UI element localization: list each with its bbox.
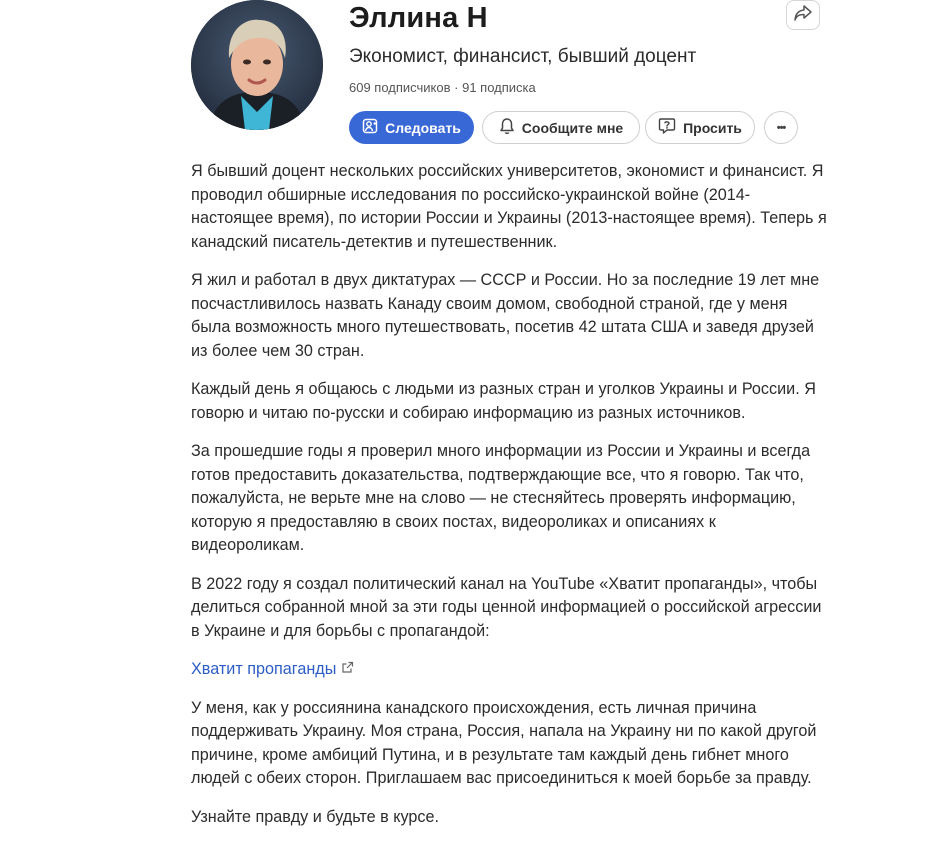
profile-stats	[349, 80, 536, 95]
channel-link[interactable]	[191, 658, 354, 682]
profile-name: Эллина Н	[349, 2, 488, 34]
notify-label: Сообщите мне	[521, 119, 624, 136]
follow-button[interactable]	[349, 111, 474, 144]
bell-icon	[499, 117, 515, 138]
avatar[interactable]	[191, 0, 323, 130]
share-button[interactable]	[786, 0, 820, 30]
follow-label: Следовать	[385, 119, 461, 136]
followers-count[interactable]: 609 подписчиков	[349, 80, 451, 95]
more-icon: •••	[776, 121, 786, 134]
notify-button[interactable]	[482, 111, 640, 144]
question-bubble-icon	[658, 117, 676, 138]
share-icon	[793, 4, 813, 27]
bio-paragraph: Я жил и работал в двух диктатурах — СССР и России. Но за последние 19 лет мне посчастливилось назвать Канаду своим домом, свободной страной, где у меня была возможность много путешествовать, посетив 42 штата США и заведя друзей из более чем 30 стран.	[191, 271, 820, 360]
channel-link-label: Хватит пропаганды	[191, 660, 337, 678]
bio-paragraph: Каждый день я общаюсь с людьми из разных стран и уголков Украины и России. Я говорю и читаю по-русски и собираю информацию из разных источников.	[191, 380, 816, 422]
bio-paragraph: В 2022 году я создал политический канал на YouTube «Хватит пропаганды», чтобы делиться собранной мной за эти годы ценной информацией о российской агрессии в Украине и для борьбы с пропагандой:	[191, 574, 822, 640]
person-add-icon	[362, 118, 378, 137]
stats-separator: ·	[450, 80, 463, 95]
external-link-icon	[341, 658, 354, 682]
more-options-button[interactable]	[764, 111, 798, 144]
bio-link-paragraph	[191, 658, 831, 682]
bio-paragraph: Я бывший доцент нескольких российских университетов, экономист и финансист. Я проводил обширные исследования по российско-украинской войне (2014-настоящее время), по истории России и Украины (2013-настоящее время). Теперь я канадский писатель-детектив и путешественник.	[191, 162, 827, 251]
ask-button[interactable]	[645, 111, 755, 144]
bio-paragraph: За прошедшие годы я проверил много информации из России и Украины и всегда готов предоставить доказательства, подтверждающие все, что я говорю. Так что, пожалуйста, не верьте мне на слово — не стесняйтесь проверять информацию, которую я предоставляю в своих постах, видеороликах и описаниях к видеороликам.	[191, 442, 811, 554]
following-count[interactable]: 91 подписка	[462, 80, 536, 95]
ask-label: Просить	[683, 119, 742, 136]
profile-tagline: Экономист, финансист, бывший доцент	[349, 46, 697, 67]
bio-paragraph: Узнайте правду и будьте в курсе.	[191, 807, 439, 826]
bio-paragraph: У меня, как у россиянина канадского происхождения, есть личная причина поддерживать Украину. Моя страна, Россия, напала на Украину ни по какой другой причине, кроме амбиций Путина, и в результате там каждый день гибнет много людей с обеих сторон. Приглашаем вас присоединиться к моей борьбе за правду.	[191, 698, 817, 787]
profile-bio	[191, 160, 831, 844]
